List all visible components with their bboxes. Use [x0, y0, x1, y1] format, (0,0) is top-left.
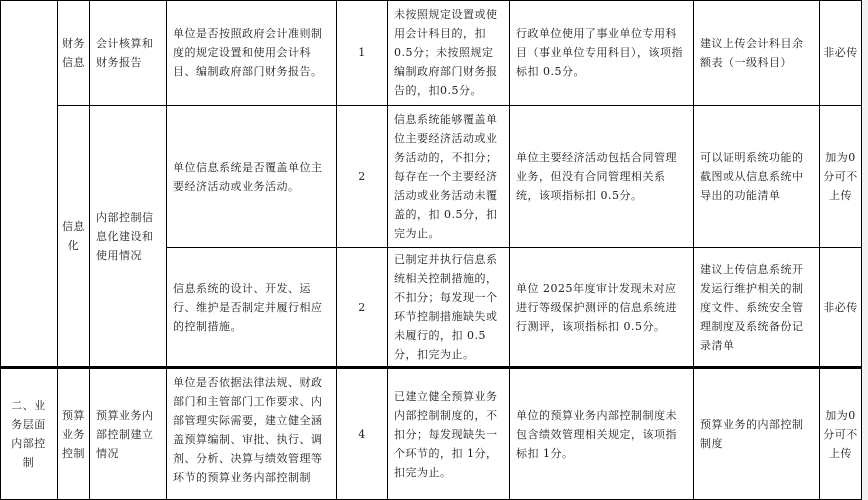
scroll-gutter: [862, 0, 868, 500]
evidence-text: 单位 2025年度审计发现未对应进行等级保护测评的信息系统进行测评，该项指标扣 0.5分。: [516, 281, 677, 333]
category-level2-text: 财务信息: [62, 36, 85, 69]
material-text: 可以证明系统功能的截图或从信息系统中导出的功能清单: [700, 151, 804, 202]
rule-cell: [388, 248, 510, 367]
content-text: 单位是否按照政府会计准则制度的规定设置和使用会计科目、编制政府部门财务报告。: [173, 27, 323, 78]
content-text: 信息系统的设计、开发、运行、维护是否制定并履行相应的控制措施。: [173, 281, 323, 333]
rule-text: 已制定并执行信息系统相关控制措施的，不扣分；每发现一个环节控制措施缺失或未履行的，扣 0.5分，扣完为止。: [394, 253, 498, 361]
content-text: 单位信息系统是否覆盖单位主要经济活动或业务活动。: [173, 160, 323, 193]
item-text: 内部控制信息化建设和使用情况: [96, 210, 154, 262]
rule-cell: [388, 0, 510, 106]
content-cell: [167, 0, 337, 106]
required-cell: [820, 248, 862, 367]
category-level1-cell: [0, 0, 58, 367]
rule-cell: [388, 106, 510, 248]
content-cell: [167, 106, 337, 248]
item-cell: [90, 106, 167, 367]
material-cell: [694, 369, 820, 500]
evidence-cell: [510, 369, 694, 500]
required-cell: [820, 0, 862, 106]
score-cell: [337, 369, 388, 500]
required-text: 非必传: [823, 300, 858, 314]
rule-text: 已建立健全预算业务内部控制制度的，不扣分；每发现缺失一个环节的，扣 1分，扣完为止。: [394, 389, 498, 479]
rule-text: 信息系统能够覆盖单位主要经济活动或业务活动的，不扣分；每存在一个主要经济活动或业务活动未覆盖的，扣 0.5分，扣完为止。: [394, 113, 498, 240]
item-cell: [90, 369, 167, 500]
category-level2-text: 信息化: [62, 220, 85, 252]
content-cell: [167, 369, 337, 500]
item-text: 会计核算和财务报告: [96, 36, 154, 69]
score-text: 1: [358, 46, 366, 59]
rule-text: 未按照规定设置或使用会计科目的，扣0.5分；未按照规定编制政府部门财务报告的，扣0.5分。: [394, 8, 498, 97]
evidence-cell: [510, 106, 694, 248]
category-level1-cell: [0, 369, 58, 500]
score-cell: [337, 106, 388, 248]
category-level2-text: 预算业务控制: [62, 408, 85, 460]
category-level1-text: 二、业务层面内部控制: [11, 399, 46, 469]
content-cell: [167, 248, 337, 367]
material-text: 预算业务的内部控制制度: [700, 418, 804, 450]
category-level2-cell: [58, 369, 90, 500]
material-cell: [694, 0, 820, 106]
material-cell: [694, 106, 820, 248]
item-cell: [90, 0, 167, 106]
evidence-cell: [510, 0, 694, 106]
evidence-text: 行政单位使用了事业单位专用科目（事业单位专用科目），该项指标扣 0.5分。: [516, 27, 683, 78]
required-cell: [820, 106, 862, 248]
material-cell: [694, 248, 820, 367]
score-cell: [337, 248, 388, 367]
content-text: 单位是否依据法律法规、财政部门和主管部门工作要求、内部管理实际需要，建立健全涵盖预算编制、审批、执行、调剂、分析、决算与绩效管理等环节的预算业务内部控制制: [173, 376, 323, 484]
evidence-text: 单位主要经济活动包括合同管理业务，但没有合同管理相关系统，该项指标扣 0.5分。: [516, 151, 677, 202]
item-text: 预算业务内部控制建立情况: [96, 408, 154, 460]
score-text: 2: [358, 170, 366, 183]
required-text: 加为0分可不上传: [823, 408, 858, 460]
evidence-cell: [510, 248, 694, 367]
required-text: 非必传: [823, 46, 858, 59]
material-text: 建议上传会计科目余额表（一级科目）: [700, 36, 804, 69]
score-text: 4: [358, 427, 366, 441]
category-level2-cell: [58, 0, 90, 106]
evidence-text: 单位的预算业务内部控制制度未包含绩效管理相关规定，该项指标扣 1分。: [516, 408, 677, 460]
material-text: 建议上传信息系统开发运行维护相关的制度文件、系统安全管理制度及系统备份记录清单: [700, 262, 804, 352]
required-cell: [820, 369, 862, 500]
rule-cell: [388, 369, 510, 500]
score-cell: [337, 0, 388, 106]
category-level2-cell: [58, 106, 90, 367]
score-text: 2: [358, 300, 366, 314]
required-text: 加为0分可不上传: [823, 151, 858, 202]
